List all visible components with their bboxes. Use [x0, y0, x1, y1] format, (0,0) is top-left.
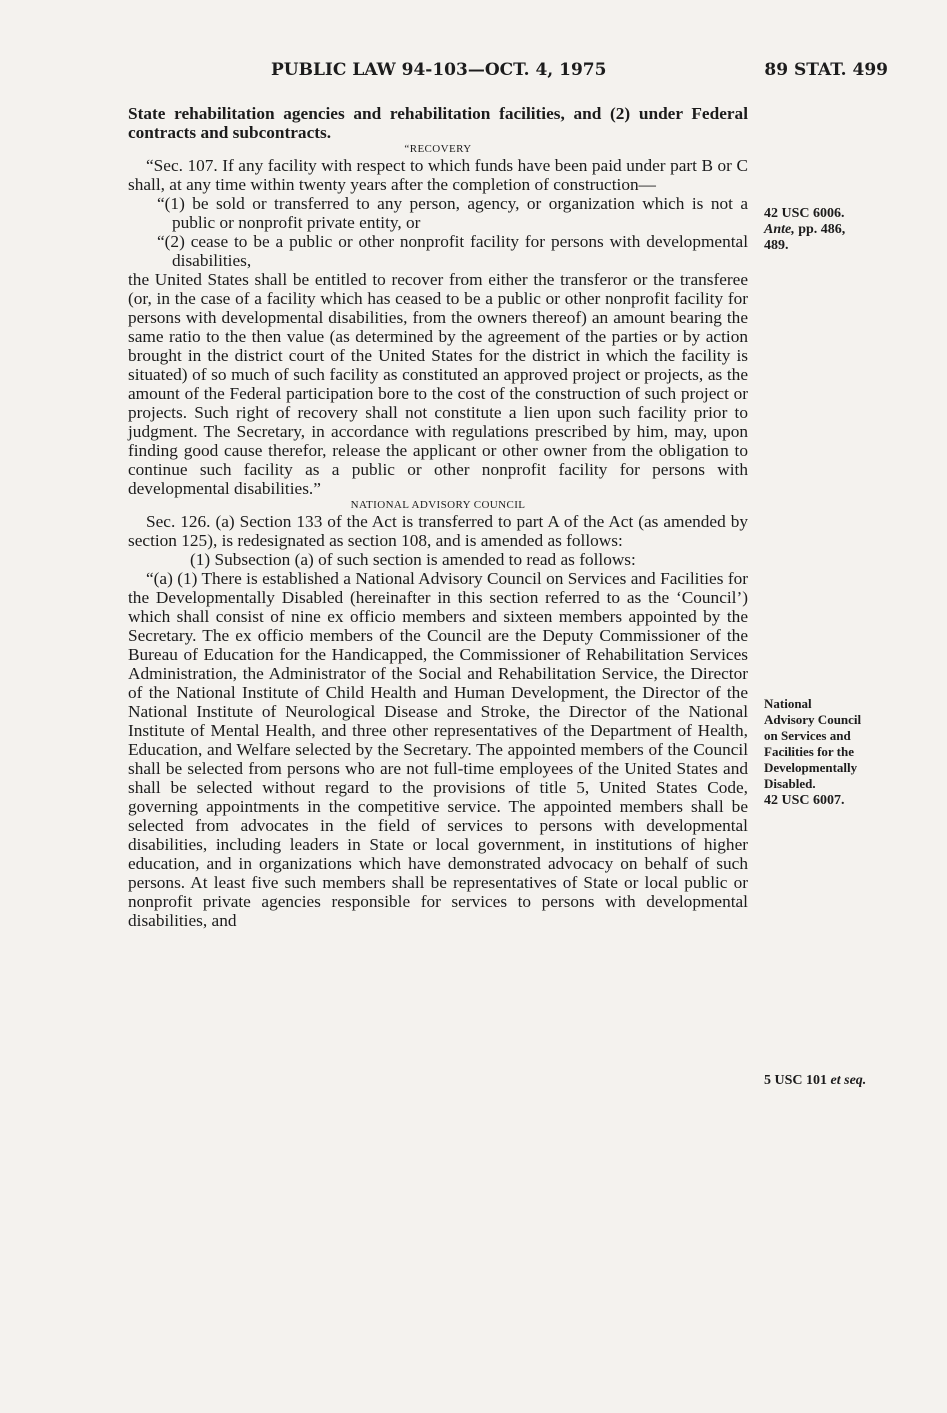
section-heading-council: NATIONAL ADVISORY COUNCIL: [350, 499, 526, 511]
main-text: [128, 104, 748, 930]
council-paragraph-1: Sec. 126. (a) Section 133 of the Act is transferred to part A of the Act (as amended by section 125), is redesignated as section 108, and is amended as follows:: [128, 512, 748, 550]
margin-note-2-line: Disabled.: [764, 776, 816, 791]
header-stat-page: 89 STAT. 499: [764, 60, 888, 80]
recovery-item-2: “(2) cease to be a public or other nonprofit facility for persons with developmental disabilities,: [157, 232, 748, 270]
margin-note-1-pages: pp. 486,: [794, 222, 846, 237]
margin-note-2-line: National: [764, 696, 812, 711]
margin-note-national-advisory-council: [764, 696, 914, 809]
intro-paragraph: State rehabilitation agencies and rehabilitation facilities, and (2) under Federal contracts and subcontracts.: [128, 104, 748, 142]
section-heading-recovery: “RECOVERY: [404, 143, 472, 155]
margin-note-3-text: 5 USC 101: [764, 1073, 831, 1088]
recovery-paragraph-2: the United States shall be entitled to recover from either the transferor or the transferee (or, in the case of a facility which has ceased to be a public or other nonprofit facility for persons with developmental disabilities, from the owners thereof) an amount bearing the same ratio to the then value (as determined by the agreement of the parties or by action brought in the district court of the United States for the district in which the facility is situated) of so much of such facility as constituted an approved project or projects, as the amount of the Federal participation bore to the cost of the construction of such project or projects. Such right of recovery shall not constitute a lien upon such facility prior to judgment. The Secretary, in accordance with regulations prescribed by him, may, upon finding good cause therefor, release the applicant or other owner from the obligation to continue such facility as a public or other nonprofit facility for persons with developmental disabilities.”: [128, 270, 748, 498]
margin-note-2-citation: 42 USC 6007.: [764, 793, 845, 808]
margin-note-2-line: Developmentally: [764, 760, 858, 775]
margin-note-2-line: Facilities for the: [764, 744, 855, 759]
margin-note-1-line-2: [764, 222, 914, 238]
recovery-paragraph-1: “Sec. 107. If any facility with respect to which funds have been paid under part B or C shall, at any time within twenty years after the completion of construction—: [128, 156, 748, 194]
recovery-item-1: “(1) be sold or transferred to any person, agency, or organization which is not a public or nonprofit private entity, or: [157, 194, 748, 232]
page-header: [128, 60, 888, 86]
margin-note-5-usc-101: [764, 1073, 914, 1089]
margin-note-3-et-seq: et seq.: [830, 1073, 867, 1088]
council-paragraph-3: “(a) (1) There is established a National Advisory Council on Services and Facilities for the Developmentally Disabled (hereinafter in this section referred to as the ‘Council’) which shall consist of nine ex officio members and sixteen members appointed by the Secretary. The ex officio members of the Council are the Deputy Commissioner of the Bureau of Education for the Handicapped, the Commissioner of Rehabilitation Services Administration, the Administrator of the Social and Rehabilitation Service, the Director of the National Institute of Child Health and Human Development, the Director of the National Institute of Neurological Disease and Stroke, the Director of the National Institute of Mental Health, and three other representatives of the Department of Health, Education, and Welfare selected by the Secretary. The appointed members of the Council shall be selected from persons who are not full-time employees of the United States and shall be selected without regard to the provisions of title 5, United States Code, governing appointments in the competitive service. The appointed members shall be selected from advocates in the field of services to persons with developmental disabilities, including leaders in State or local government, in institutions of higher education, and in organizations which have demonstrated advocacy on behalf of such persons. At least five such members shall be representatives of State or local public or nonprofit private agencies responsible for services to persons with developmental disabilities, and: [128, 569, 748, 930]
margin-note-42-usc-6006: [764, 206, 914, 254]
header-title: PUBLIC LAW 94-103—OCT. 4, 1975: [271, 60, 607, 80]
margin-note-1-line-3: 489.: [764, 238, 789, 253]
margin-note-2-line: on Services and: [764, 728, 851, 743]
margin-note-1-line-1: 42 USC 6006.: [764, 206, 845, 221]
margin-note-1-ante: Ante,: [764, 222, 795, 237]
council-paragraph-2: (1) Subsection (a) of such section is amended to read as follows:: [190, 550, 636, 569]
margin-note-2-line: Advisory Council: [764, 712, 862, 727]
